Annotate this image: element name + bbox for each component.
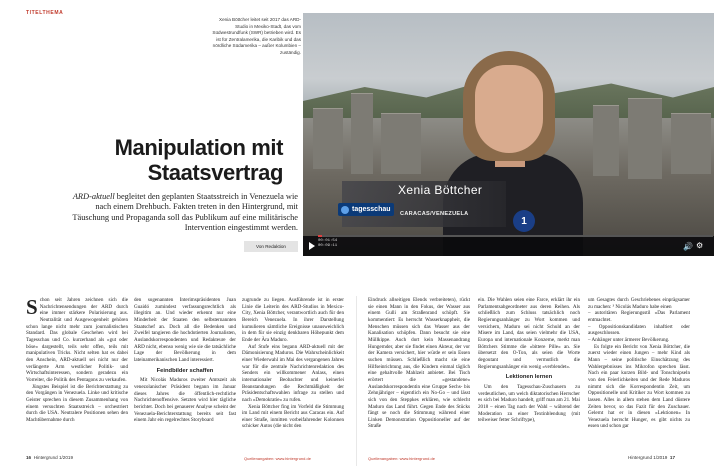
footer-left xyxy=(26,455,73,460)
building xyxy=(671,113,711,174)
page-number-left: 16 xyxy=(26,455,32,460)
column-4 xyxy=(368,297,470,430)
col5-text2: Um den Tagesschau-Zuschauern zu verdeutlichen, um welch diktatorischen Herrscher es sich bei Maduro handelt, griff man am 21. Mai 2018 – einen Tag nach der Wahl – während der Moderation zu einer Textinblendung (mit teilweiser fetter Schriftype), xyxy=(478,383,580,424)
col2-text2: Mit Nicolás Maduros zweiter Amtszeit als venezolanischer Präsident begann im Januar dieses Jahres die öffentlich-rechtliche Nachrichtenoffensive. Setzten wird hier tägliche berichtet. Doch bei genauerer Analyse scheint der Venezuela-Berichterstattung bereits seit fast einem Jahr ein regelrechtes Storyboard xyxy=(134,377,236,424)
col2-text: den sogenannten Interimspräsidenten Juan Guaidó zumindest verfassungsrechtlich als illegitim an. Und wieder erkennt nur eine Minderheit der Staaten den selbsternannten Staatschef an. Doch all die Bedenken und Zweifel tangieren die hochdotierten Journalisten, Auslandskorrespondenten und Redakteure der ARD nicht, ebenso wenig wie sie die tatsächliche Lage der Bevölkerung in dem lateinamerikanischen Land interessiert. xyxy=(134,297,236,363)
col6-text: um Gesagtes durch Geschriebenes einprägsamer zu machen: ³ Nicolás Maduro habe einen xyxy=(588,297,690,310)
tagesschau-logo-icon xyxy=(341,206,349,214)
reporter-face xyxy=(475,65,543,153)
ard-logo: 1 xyxy=(513,210,535,232)
page-gutter xyxy=(356,296,357,466)
byline: Von Redaktion xyxy=(244,241,298,252)
col4-text: Eindruck allseitigen Elends verbreiteten), rückt sie einen Mann in den Fokus, der Wasser aus einem Gulli am Straßenrand schöpft. Sie kommentiert: Es herrscht Wasserknappheit, die Menschen müssen sich das Wasser aus der Kanalisation schöpfen. Dann besucht sie eine Müllkippe. Auch dort kein Massenandrang Hungernder, aber sie findet einen Akteur, der vor der Kamera versichert, hier würde er sein Essen suchen müssen. Schließlich macht sie eine Hilfseinrichtung aus, die Kindern einmal täglich eine gehaltvolle Mahlzeit anbietet. Bei Tisch erörtert die »gestandene« Auslandskorrespondentin eine Gruppe Sechs- bis Zehnjähriger – eigentlich ein No-Go – und lässt sich von den Steppkes erklären, wie schlecht Maduro das Land führt. Gegen Ende des Stücks fängt se noch die Stimmung während einer Linken Demonstration Oppositioneller auf der Straße xyxy=(368,297,470,430)
magazine-issue-left: Hintergrund 1/2019 xyxy=(33,455,74,460)
page-number-right: 17 xyxy=(669,455,676,460)
video-progress-fill xyxy=(318,235,322,237)
time-current: 00:01:54 xyxy=(318,239,338,243)
dek-lead: ARD-aktuell xyxy=(72,192,115,201)
column-1 xyxy=(26,297,128,423)
list-item: – autoritären Regierungsstil »Das Parlament entmachtet. xyxy=(588,310,690,323)
lower-third-role: CARACAS/VENEZUELA xyxy=(400,211,469,217)
photo-caption: Xenia Böttcher leitet seit 2017 das ARD-Studio in Mexiko-Stadt, das vom Südwestrundfunk (SWR) betrieben wird. Es ist für Zentralamerika, die Karibik und das nördliche Südamerika – außer Kolumbien – zuständig. xyxy=(212,17,301,55)
headline-line-2: Staatsvertrag xyxy=(147,160,283,185)
column-6 xyxy=(588,297,690,430)
column-2 xyxy=(134,297,236,424)
article-headline xyxy=(100,135,283,185)
section-tag: TITELTHEMA xyxy=(26,10,64,16)
list-item: – Anhänger unter ärmerer Bevölkerung. xyxy=(588,336,670,343)
source-note-right: Quellenangaben: www.hintergrund.de xyxy=(368,456,435,461)
headline-line-1: Manipulation mit xyxy=(114,135,283,160)
list-item: – Oppositionskandidaten inhaftiert oder ausgeschlossen. xyxy=(588,323,690,337)
magazine-issue-right: Hintergrund 1/2019 xyxy=(628,455,668,460)
lower-third-name: Xenia Böttcher xyxy=(398,183,483,197)
tagesschau-logo xyxy=(338,203,394,216)
settings-icon[interactable]: ⚙ xyxy=(696,241,704,250)
column-5 xyxy=(478,297,580,424)
subheading: Lektionen lernen xyxy=(505,374,553,381)
building xyxy=(593,105,619,176)
drop-cap: S xyxy=(26,295,38,319)
article-dek xyxy=(58,192,298,234)
building xyxy=(381,113,421,174)
tagesschau-logo-text: tagesschau xyxy=(352,206,391,213)
subheading: Feindbilder schaffen xyxy=(156,367,214,374)
col5-text: ein. Die Wahlen seien eine Farce, erklärt ihr ein Parlamentsabgeordneter aus deren Reihen. Als schließlich zum Schluss tatsächlich noch Regierungsanhänger zu Wort kommen und versichern, Maduro sei nicht Schuld an der Misere im Land, das seien vielmehr die USA, Europa und internationale Konzerne, merkt man Böttchers Stimme die »bittere Pille« an. Sie übersetzt den O-Ton, als seien die Worte degoutant und vermutlich die Regierungsanhänger ein wenig »verblendet«. xyxy=(478,297,580,370)
footer-right xyxy=(628,455,675,460)
col6-text2: Es folgte ein Bericht von Xenia Böttcher, die zuerst wieder einen Jungen – mehr Kind als Mann – seine politische Einschätzung des Wahlergebnisses ins Mikrofon sprechen lässt. Nach ein paar kurzen Bild- und Tonschnipseln von den Feierlichkeiten und der Rede Maduros nimmt sich die Korrespondentin Zeit, um Oppositionelle und Kritiker zu Wort kommen zu lassen. Alles in allem stehen dem Land düstere Zeiten bevor, so das Fazit für den Zuschauer. Gelernt hat er in diesen »Lektionen« In Venezuela herrscht Hunger, es gibt nichts zu essen und schon gar xyxy=(588,343,690,430)
video-timecode xyxy=(318,239,337,249)
col1-text: chon seit Jahren zeichnen sich die Nachrichtensendungen der ARD durch eine immer stärkere Polarisierung aus. Neutralität und Ausgewogenheit gehören schon lange nicht mehr zum journalistischen Standard. Das globale Geschehen wird bei Tagesschau und Co. kurzerhand als »gut oder böse« dargestellt, teils sehr offen, teils mit manipulativen Tricks. Nicht selten hat es dabei den Anschein, ARD-aktuell sei nicht nur der verlängerte Arm westlicher Politik- und Wirtschaftsinteressen, sondern geradezu ein Vorreiter, die Politik des Pentagons zu verkaufen. xyxy=(26,297,128,383)
column-3 xyxy=(242,297,344,430)
video-progress-track[interactable] xyxy=(318,235,713,237)
building xyxy=(628,98,662,179)
volume-icon[interactable]: 🔊 xyxy=(683,242,693,251)
time-total: 00:09:11 xyxy=(318,244,338,248)
col3-text2: Auf Stufe eins begann ARD-aktuell mit der Dämonisierung Maduros. Die Wahrscheinlichkeit einer Wiederwahl im Mai des vergangenen Jahres war für die zentrale Nachrichtenredaktion des Senders ein willkommener Anlass, einen internationaler Beobachter und keinerlei Beanstandungen die Rechtmäßigkeit der Präsidentschaftswahlen infrage zu stellen und nach »Demokratie« zu rufen. xyxy=(242,343,344,403)
col1-text2: Jüngstes Beispiel ist die Berichterstattung zu den Vorgängen in Venezuela. Linke und kritische Geister sprechen in diesem Zusammenhang von einem versuchten Staatsstreich – orchestriert durch die USA. Neutralere Positionen sehen den Machtübernahme durch xyxy=(26,383,128,423)
building xyxy=(313,108,343,169)
dek-rest: begleitet den geplanten Staatsstreich in Venezuela wie nach einem Drehbuch. Fakten treten in den Hintergrund, mit Täuschung und Propaganda soll das Publikum auf eine militärische Intervention eingestimmt werden. xyxy=(72,192,298,233)
video-controls xyxy=(303,236,714,256)
play-icon[interactable] xyxy=(309,242,315,250)
col3-text: zugrunde zu liegen. Ausführende ist in erster Linie die Leiterin des ARD-Studios in Mexico-City, Xenia Böttcher, verantwortlich auch für den Bereich Venezuela. In ihrer Darstellung kumulieren sämtliche Ereignisse unausweichlich in dem für sie einzig denkbaren Höhepunkt dem Ende der Ära Maduro. xyxy=(242,297,344,343)
col3-text3: Xenia Böttcher fing im Vorfeld die Stimmung im Land mit einem Bericht aus Caracas ein. Auf einer Straße, inmitten vorbeifahrender Kolonnen schicker Autos (die nicht den xyxy=(242,403,344,430)
building xyxy=(351,93,373,174)
source-note-left: Quellenangaben: www.hintergrund.de xyxy=(244,456,311,461)
